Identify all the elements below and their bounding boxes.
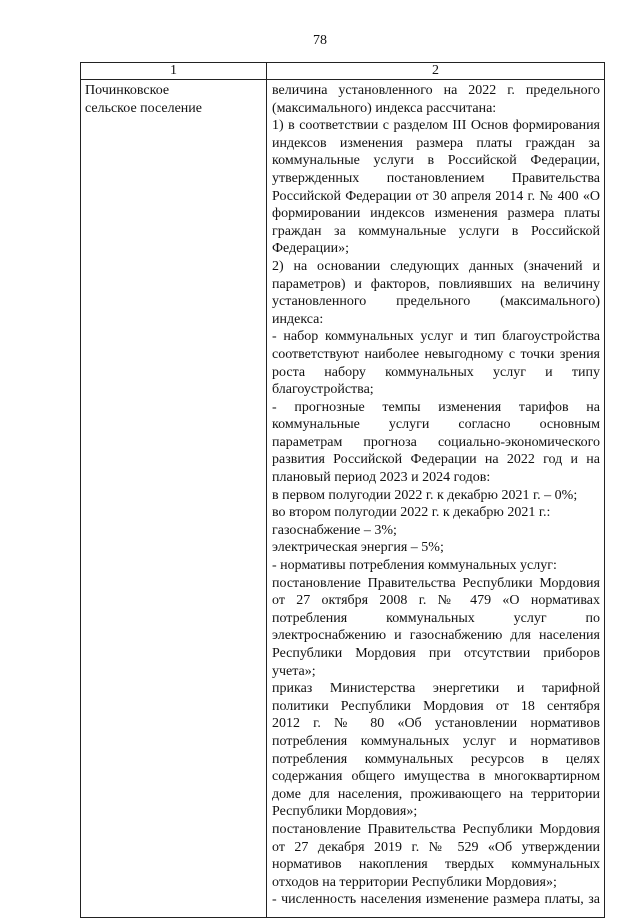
description-line: газоснабжение – 3%;	[272, 522, 397, 538]
description-line: благоустройства;	[272, 382, 374, 398]
description-line: утвержденных постановлением Правительства	[272, 170, 600, 186]
description-line: потребления коммунальных услуг и нормативов	[272, 733, 600, 749]
description-line: роста набору коммунальных услуг и типу	[272, 364, 600, 380]
description-line: доме для населения, проживающего на территории	[272, 786, 600, 802]
description-line: развития Российской Федерации на 2022 год и на	[272, 452, 600, 468]
description-line: постановление Правительства Республики Мордовия	[272, 575, 600, 591]
description-line: учета»;	[272, 663, 316, 679]
description-line: коммунальные услуги в Российской Федерации,	[272, 153, 600, 169]
header-cell-2: 2	[267, 63, 605, 80]
description-line: установленного предельного (максимального)	[272, 294, 600, 310]
description-line: Республики Мордовия»;	[272, 804, 418, 820]
description-line: параметрам прогноза социально-экономического	[272, 434, 600, 450]
description-line: индексов изменения размера платы граждан за	[272, 135, 600, 151]
description-line: Российской Федерации от 30 апреля 2014 г. № 400 «О	[272, 188, 600, 204]
description-line: 2) на основании следующих данных (значений и	[272, 258, 600, 274]
municipality-name-line: сельское поселение	[85, 101, 202, 116]
description-line: - набор коммунальных услуг и тип благоустройства	[272, 329, 600, 345]
table-header-row	[81, 63, 605, 80]
description-line: электрическая энергия – 5%;	[272, 540, 444, 556]
description-line: в первом полугодии 2022 г. к декабрю 2021 г. – 0%;	[272, 487, 578, 503]
description-line: приказ Министерства энергетики и тарифной	[272, 681, 600, 697]
description-line: индекса:	[272, 311, 324, 327]
description-line: электроснабжению и газоснабжению для населения	[272, 628, 600, 644]
description-line: содержания общего имущества в многоквартирном	[272, 769, 600, 785]
description-line: от 27 декабря 2019 г. № 529 «Об утверждении	[272, 839, 600, 855]
description-line: постановление Правительства Республики Мордовия	[272, 821, 600, 837]
description-line: - прогнозные темпы изменения тарифов на	[272, 399, 600, 415]
description-line: Федерации»;	[272, 241, 350, 257]
description-line: отходов на территории Республики Мордовия»;	[272, 874, 557, 890]
description-line: соответствуют наиболее невыгодному с точки зрения	[272, 346, 600, 362]
municipality-cell	[81, 80, 267, 918]
document-table	[80, 62, 605, 918]
description-line: во втором полугодии 2022 г. к декабрю 2021 г.:	[272, 505, 551, 521]
description-line: от 27 октября 2008 г. № 479 «О нормативах	[272, 593, 600, 609]
description-line: потребления коммунальных услуг по	[272, 610, 600, 626]
description-line: 2012 г. № 80 «Об установлении нормативов	[272, 716, 600, 732]
description-line: граждан за коммунальные услуги в Российской	[272, 223, 600, 239]
description-line: коммунальные услуги согласно основным	[272, 417, 600, 433]
description-line: (максимального) индекса рассчитана:	[272, 100, 497, 116]
description-line: 1) в соответствии с разделом III Основ формирования	[272, 118, 600, 134]
description-line: - нормативы потребления коммунальных услуг:	[272, 558, 557, 574]
table-row	[81, 80, 605, 918]
description-cell	[267, 80, 605, 918]
description-line: величина установленного на 2022 г. предельного	[272, 83, 600, 98]
header-cell-1: 1	[81, 63, 267, 80]
municipality-name-line: Починковское	[85, 83, 170, 98]
description-line: политики Республики Мордовия от 18 сентября	[272, 698, 600, 714]
description-line: параметров) и факторов, повлиявших на величину	[272, 276, 600, 292]
page-number: 78	[313, 33, 327, 48]
description-line: - численность населения изменение размера платы, за	[272, 892, 600, 908]
description-line: потребления коммунальных ресурсов в целях	[272, 751, 600, 767]
description-line: нормативов накопления твердых коммунальных	[272, 857, 600, 873]
description-line: формировании индексов изменения размера платы	[272, 206, 600, 222]
description-line: плановый период 2023 и 2024 годов:	[272, 470, 491, 486]
description-line: Республики Мордовия при отсутствии приборов	[272, 646, 600, 661]
